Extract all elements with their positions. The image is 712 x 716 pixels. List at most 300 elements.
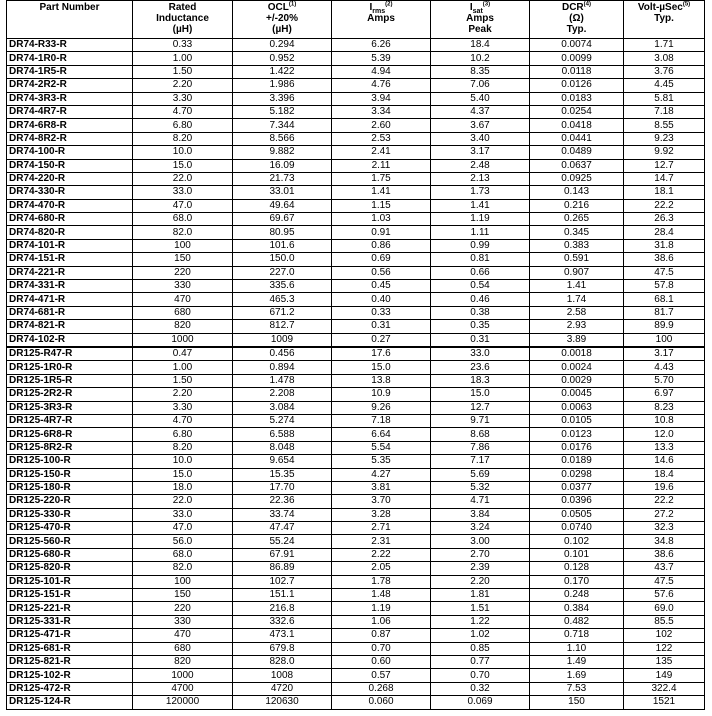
ocl-cell: 49.64 [233,199,332,212]
table-row [7,629,705,642]
table-row [7,589,705,602]
rated-inductance-cell: 1.50 [133,374,233,387]
rated-inductance-cell: 1.00 [133,361,233,374]
ocl-cell: 1.986 [233,79,332,92]
footnote-mark: (3) [482,1,491,8]
volt-usec-cell: 89.9 [624,320,705,333]
isat-cell: 2.20 [431,575,530,588]
volt-usec-cell: 322.4 [624,682,705,695]
table-row [7,642,705,655]
table-row [7,253,705,266]
rated-inductance-cell: 10.0 [133,455,233,468]
ocl-cell: 33.74 [233,508,332,521]
table-row [7,306,705,319]
table-row [7,320,705,333]
volt-usec-cell: 47.5 [624,575,705,588]
irms-cell: 3.94 [332,92,431,105]
header-line: Peak [468,24,492,35]
table-row [7,548,705,561]
volt-usec-cell: 22.2 [624,495,705,508]
part-number-cell: DR74-330-R [7,186,133,199]
table-row [7,522,705,535]
rated-inductance-cell: 1000 [133,333,233,347]
irms-cell: 2.22 [332,548,431,561]
part-number-cell: DR74-3R3-R [7,92,133,105]
table-row [7,455,705,468]
isat-cell: 5.40 [431,92,530,105]
isat-cell: 9.71 [431,414,530,427]
irms-cell: 0.268 [332,682,431,695]
part-number-cell: DR125-150-R [7,468,133,481]
rated-inductance-cell: 6.80 [133,428,233,441]
isat-cell: 18.4 [431,39,530,52]
rated-inductance-cell: 150 [133,253,233,266]
volt-usec-cell: 81.7 [624,306,705,319]
ocl-cell: 5.274 [233,414,332,427]
header-text: Volt-µSec [637,2,683,13]
part-number-cell: DR125-6R8-R [7,428,133,441]
irms-cell: 2.53 [332,132,431,145]
rated-inductance-cell: 15.0 [133,159,233,172]
rated-inductance-cell: 220 [133,602,233,615]
part-number-cell: DR125-4R7-R [7,414,133,427]
rated-inductance-cell: 820 [133,320,233,333]
isat-cell: 2.13 [431,172,530,185]
ocl-cell: 5.182 [233,105,332,118]
irms-cell: 0.56 [332,266,431,279]
table-row [7,655,705,668]
dcr-cell: 0.101 [530,548,624,561]
isat-cell: 2.39 [431,562,530,575]
dcr-cell: 0.0105 [530,414,624,427]
rated-inductance-cell: 680 [133,306,233,319]
dcr-cell: 0.0740 [530,522,624,535]
rated-inductance-cell: 8.20 [133,132,233,145]
rated-inductance-cell: 220 [133,266,233,279]
ocl-cell: 1008 [233,669,332,682]
irms-cell: 2.71 [332,522,431,535]
ocl-cell: 216.8 [233,602,332,615]
rated-inductance-cell: 3.30 [133,401,233,414]
rated-inductance-cell: 330 [133,615,233,628]
ocl-cell: 33.01 [233,186,332,199]
rated-inductance-cell: 4700 [133,682,233,695]
part-number-cell: DR125-1R5-R [7,374,133,387]
dcr-cell: 0.907 [530,266,624,279]
irms-cell: 13.8 [332,374,431,387]
table-row [7,92,705,105]
table-row [7,535,705,548]
ocl-cell: 0.456 [233,347,332,361]
part-number-cell: DR74-1R0-R [7,52,133,65]
rated-inductance-cell: 2.20 [133,79,233,92]
irms-cell: 2.11 [332,159,431,172]
table-row [7,132,705,145]
header-line: +/-20% [266,13,298,24]
part-number-cell: DR125-821-R [7,655,133,668]
isat-cell: 0.46 [431,293,530,306]
part-number-cell: DR125-101-R [7,575,133,588]
table-row [7,508,705,521]
dcr-cell: 0.102 [530,535,624,548]
ocl-cell: 47.47 [233,522,332,535]
volt-usec-cell: 68.1 [624,293,705,306]
dcr-cell: 0.248 [530,589,624,602]
dcr-cell: 1.41 [530,280,624,293]
ocl-cell: 102.7 [233,575,332,588]
rated-inductance-cell: 150 [133,589,233,602]
ocl-cell: 473.1 [233,629,332,642]
isat-cell: 0.99 [431,239,530,252]
volt-usec-cell: 38.6 [624,253,705,266]
table-row [7,39,705,52]
table-body [7,39,705,710]
dcr-cell: 0.0925 [530,172,624,185]
isat-cell: 23.6 [431,361,530,374]
part-number-cell: DR125-331-R [7,615,133,628]
header-subscript: sat [472,8,483,15]
ocl-cell: 9.882 [233,146,332,159]
isat-cell: 3.24 [431,522,530,535]
dcr-cell: 7.53 [530,682,624,695]
table-row [7,388,705,401]
header-subscript: rms [372,8,386,15]
part-number-cell: DR74-150-R [7,159,133,172]
ocl-cell: 151.1 [233,589,332,602]
isat-cell: 0.38 [431,306,530,319]
dcr-cell: 0.0123 [530,428,624,441]
dcr-cell: 0.128 [530,562,624,575]
dcr-cell: 1.10 [530,642,624,655]
ocl-cell: 9.654 [233,455,332,468]
table-row [7,468,705,481]
irms-cell: 0.87 [332,629,431,642]
dcr-cell: 0.383 [530,239,624,252]
dcr-cell: 1.74 [530,293,624,306]
dcr-cell: 0.143 [530,186,624,199]
part-number-cell: DR74-470-R [7,199,133,212]
dcr-cell: 0.718 [530,629,624,642]
dcr-cell: 0.0489 [530,146,624,159]
volt-usec-cell: 4.45 [624,79,705,92]
rated-inductance-cell: 0.33 [133,39,233,52]
table-row [7,602,705,615]
irms-cell: 0.40 [332,293,431,306]
rated-inductance-cell: 6.80 [133,119,233,132]
isat-cell: 12.7 [431,401,530,414]
part-number-cell: DR74-2R2-R [7,79,133,92]
header-line [431,2,529,13]
rated-inductance-cell: 10.0 [133,146,233,159]
isat-cell: 10.2 [431,52,530,65]
ocl-cell: 8.566 [233,132,332,145]
irms-cell: 4.94 [332,65,431,78]
table-row [7,226,705,239]
part-number-cell: DR125-3R3-R [7,401,133,414]
ocl-cell: 0.294 [233,39,332,52]
volt-usec-cell: 14.7 [624,172,705,185]
part-number-cell: DR125-470-R [7,522,133,535]
ocl-cell: 150.0 [233,253,332,266]
header-isat [431,1,530,39]
rated-inductance-cell: 3.30 [133,92,233,105]
footnote-mark: (2) [385,1,393,8]
volt-usec-cell: 3.08 [624,52,705,65]
ocl-cell: 1009 [233,333,332,347]
volt-usec-cell: 28.4 [624,226,705,239]
dcr-cell: 0.0126 [530,79,624,92]
isat-cell: 1.81 [431,589,530,602]
irms-cell: 2.60 [332,119,431,132]
ocl-cell: 227.0 [233,266,332,279]
part-number-cell: DR125-681-R [7,642,133,655]
volt-usec-cell: 22.2 [624,199,705,212]
volt-usec-cell: 5.81 [624,92,705,105]
table-row [7,105,705,118]
header-line: Amps [367,13,395,24]
volt-usec-cell: 7.18 [624,105,705,118]
isat-cell: 5.69 [431,468,530,481]
volt-usec-cell: 26.3 [624,213,705,226]
part-number-cell: DR74-102-R [7,333,133,347]
table-row [7,186,705,199]
ocl-cell: 6.588 [233,428,332,441]
table-row [7,119,705,132]
rated-inductance-cell: 82.0 [133,562,233,575]
header-text: DCR [561,2,584,13]
part-number-cell: DR125-221-R [7,602,133,615]
ocl-cell: 17.70 [233,481,332,494]
isat-cell: 3.00 [431,535,530,548]
volt-usec-cell: 19.6 [624,481,705,494]
irms-cell: 0.45 [332,280,431,293]
irms-cell: 5.54 [332,441,431,454]
table-row [7,682,705,695]
table-row [7,79,705,92]
volt-usec-cell: 57.8 [624,280,705,293]
ocl-cell: 0.894 [233,361,332,374]
rated-inductance-cell: 0.47 [133,347,233,361]
ocl-cell: 22.36 [233,495,332,508]
isat-cell: 3.67 [431,119,530,132]
dcr-cell: 1.69 [530,669,624,682]
dcr-cell: 0.0418 [530,119,624,132]
dcr-cell: 0.0505 [530,508,624,521]
table-row [7,159,705,172]
volt-usec-cell: 1521 [624,696,705,709]
rated-inductance-cell: 470 [133,293,233,306]
dcr-cell: 150 [530,696,624,709]
part-number-cell: DR74-101-R [7,239,133,252]
isat-cell: 2.70 [431,548,530,561]
volt-usec-cell: 6.97 [624,388,705,401]
volt-usec-cell: 12.0 [624,428,705,441]
ocl-cell: 465.3 [233,293,332,306]
ocl-cell: 21.73 [233,172,332,185]
table-row [7,293,705,306]
dcr-cell: 0.0018 [530,347,624,361]
irms-cell: 0.31 [332,320,431,333]
volt-usec-cell: 47.5 [624,266,705,279]
dcr-cell: 0.0254 [530,105,624,118]
table-row [7,441,705,454]
dcr-cell: 0.482 [530,615,624,628]
table-row [7,575,705,588]
part-number-cell: DR125-2R2-R [7,388,133,401]
volt-usec-cell: 9.92 [624,146,705,159]
volt-usec-cell: 1.71 [624,39,705,52]
isat-cell: 1.51 [431,602,530,615]
rated-inductance-cell: 2.20 [133,388,233,401]
rated-inductance-cell: 15.0 [133,468,233,481]
header-line: Amps [466,13,494,24]
footnote-mark: (5) [682,1,691,8]
header-ocl [233,1,332,39]
irms-cell: 1.06 [332,615,431,628]
header-line [624,2,704,13]
part-number-cell: DR74-6R8-R [7,119,133,132]
table-row [7,414,705,427]
rated-inductance-cell: 680 [133,642,233,655]
isat-cell: 8.68 [431,428,530,441]
table-row [7,615,705,628]
irms-cell: 0.60 [332,655,431,668]
ocl-cell: 3.084 [233,401,332,414]
rated-inductance-cell: 100 [133,575,233,588]
dcr-cell: 0.0176 [530,441,624,454]
dcr-cell: 1.49 [530,655,624,668]
table-row [7,495,705,508]
dcr-cell: 0.0118 [530,65,624,78]
irms-cell: 17.6 [332,347,431,361]
part-number-cell: DR74-4R7-R [7,105,133,118]
rated-inductance-cell: 820 [133,655,233,668]
volt-usec-cell: 13.3 [624,441,705,454]
isat-cell: 7.86 [431,441,530,454]
volt-usec-cell: 85.5 [624,615,705,628]
table-row [7,333,705,347]
ocl-cell: 812.7 [233,320,332,333]
isat-cell: 0.35 [431,320,530,333]
volt-usec-cell: 135 [624,655,705,668]
isat-cell: 1.19 [431,213,530,226]
table-row [7,696,705,709]
irms-cell: 2.41 [332,146,431,159]
isat-cell: 0.069 [431,696,530,709]
table-row [7,280,705,293]
irms-cell: 6.64 [332,428,431,441]
ocl-cell: 86.89 [233,562,332,575]
ocl-cell: 4720 [233,682,332,695]
dcr-cell: 0.384 [530,602,624,615]
isat-cell: 0.66 [431,266,530,279]
ocl-cell: 80.95 [233,226,332,239]
volt-usec-cell: 38.6 [624,548,705,561]
irms-cell: 2.05 [332,562,431,575]
part-number-cell: DR125-100-R [7,455,133,468]
volt-usec-cell: 4.43 [624,361,705,374]
volt-usec-cell: 8.23 [624,401,705,414]
header-line: (Ω) [569,13,584,24]
ocl-cell: 3.396 [233,92,332,105]
rated-inductance-cell: 8.20 [133,441,233,454]
irms-cell: 2.31 [332,535,431,548]
dcr-cell: 0.0189 [530,455,624,468]
header-line: Rated [168,2,197,13]
part-number-cell: DR74-1R5-R [7,65,133,78]
volt-usec-cell: 9.23 [624,132,705,145]
part-number-cell: DR125-124-R [7,696,133,709]
header-line [233,2,331,13]
isat-cell: 0.32 [431,682,530,695]
volt-usec-cell: 27.2 [624,508,705,521]
volt-usec-cell: 100 [624,333,705,347]
isat-cell: 5.32 [431,481,530,494]
irms-cell: 0.70 [332,642,431,655]
volt-usec-cell: 8.55 [624,119,705,132]
table-row [7,361,705,374]
header-rated-inductance [133,1,233,39]
part-number-cell: DR74-681-R [7,306,133,319]
ocl-cell: 0.952 [233,52,332,65]
part-number-cell: DR125-330-R [7,508,133,521]
ocl-cell: 1.478 [233,374,332,387]
volt-usec-cell: 57.6 [624,589,705,602]
irms-cell: 0.86 [332,239,431,252]
dcr-cell: 0.216 [530,199,624,212]
part-number-cell: DR125-820-R [7,562,133,575]
ocl-cell: 55.24 [233,535,332,548]
isat-cell: 1.22 [431,615,530,628]
volt-usec-cell: 18.4 [624,468,705,481]
irms-cell: 4.27 [332,468,431,481]
ocl-cell: 8.048 [233,441,332,454]
volt-usec-cell: 149 [624,669,705,682]
irms-cell: 5.35 [332,455,431,468]
irms-cell: 4.76 [332,79,431,92]
rated-inductance-cell: 1.00 [133,52,233,65]
irms-cell: 9.26 [332,401,431,414]
ocl-cell: 101.6 [233,239,332,252]
irms-cell: 3.70 [332,495,431,508]
isat-cell: 3.40 [431,132,530,145]
dcr-cell: 0.0183 [530,92,624,105]
volt-usec-cell: 69.0 [624,602,705,615]
rated-inductance-cell: 47.0 [133,199,233,212]
irms-cell: 5.39 [332,52,431,65]
table-row [7,347,705,361]
irms-cell: 1.48 [332,589,431,602]
dcr-cell: 2.58 [530,306,624,319]
isat-cell: 1.02 [431,629,530,642]
part-number-cell: DR125-472-R [7,682,133,695]
header-line: Inductance [156,13,209,24]
part-number-cell: DR125-560-R [7,535,133,548]
isat-cell: 33.0 [431,347,530,361]
irms-cell: 3.28 [332,508,431,521]
rated-inductance-cell: 470 [133,629,233,642]
ocl-cell: 69.67 [233,213,332,226]
volt-usec-cell: 31.8 [624,239,705,252]
table-row [7,428,705,441]
dcr-cell: 0.0396 [530,495,624,508]
irms-cell: 1.75 [332,172,431,185]
ocl-cell: 120630 [233,696,332,709]
rated-inductance-cell: 1000 [133,669,233,682]
dcr-cell: 0.265 [530,213,624,226]
isat-cell: 4.71 [431,495,530,508]
irms-cell: 0.33 [332,306,431,319]
